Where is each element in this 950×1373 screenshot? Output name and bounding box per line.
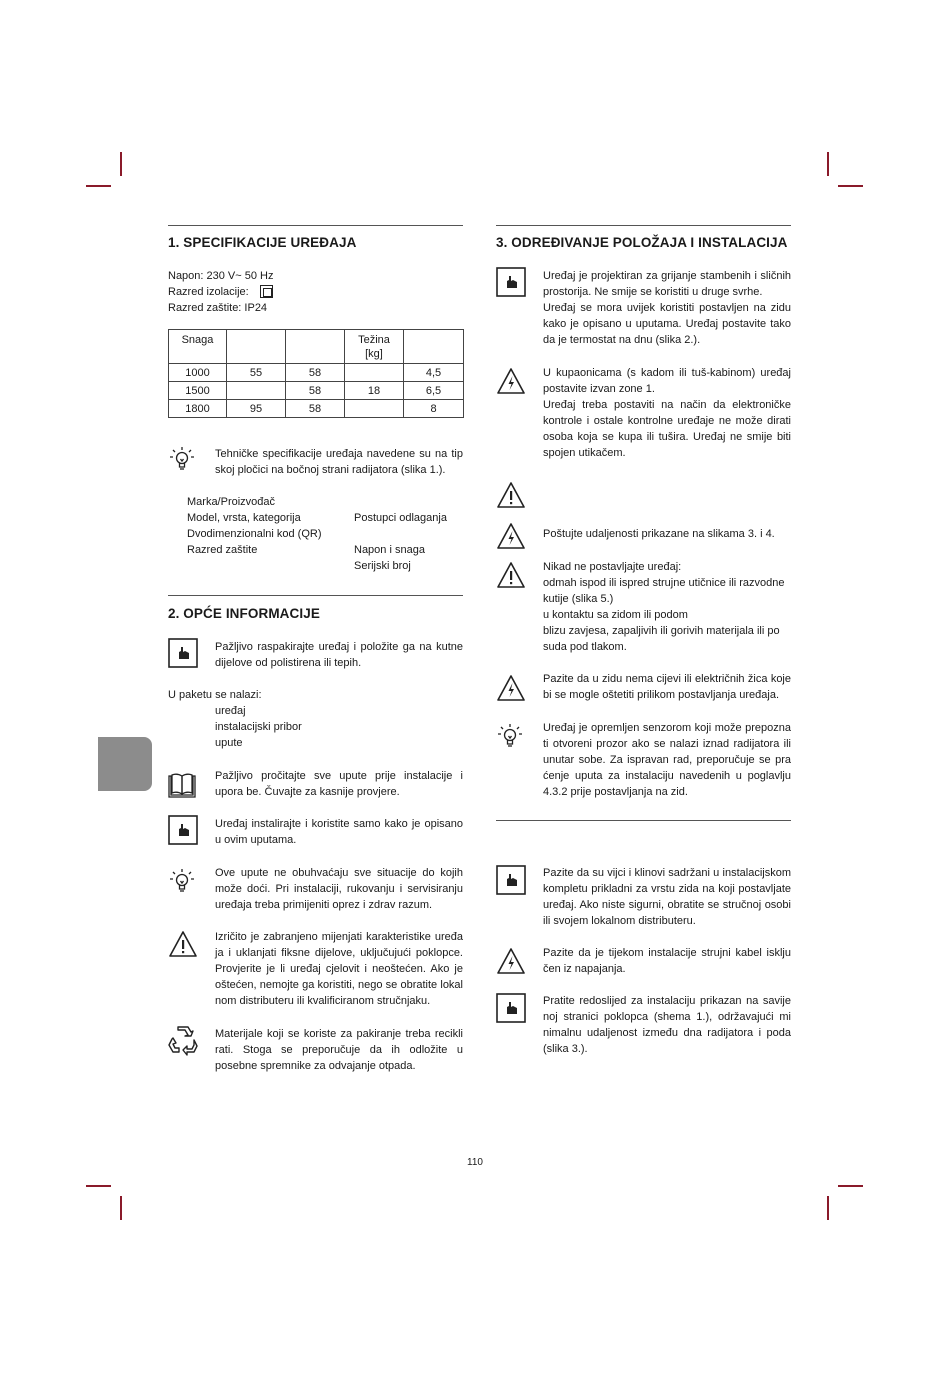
electric-hazard-icon (496, 366, 526, 396)
table-cell (345, 364, 404, 382)
prohibited-text: Izričito je zabranjeno mijenjati karakteristike uređa ja i uklanjati fiksne dijelove, uključujući poklopce. Provjerite je li uređaj cjelovit i neoštećen. Ako je oštećen, nemojte ga koristiti, nego se obratite lokal nom distributeru ili kvalificiranom stručnjaku. (215, 931, 463, 1007)
table-row (169, 382, 464, 400)
table-cell: 58 (286, 364, 345, 382)
list-item: u kontaktu sa zidom ili podom (543, 609, 688, 621)
package-intro: U paketu se nalazi: (168, 689, 262, 701)
label-list-right (354, 510, 464, 574)
section2-title: 2. OPĆE INFORMACIJE (168, 606, 320, 621)
crop-mark (838, 185, 863, 187)
voltage-line: Napon: 230 V~ 50 Hz (168, 270, 274, 282)
label-list-left (187, 494, 352, 558)
warning-icon (168, 929, 198, 959)
bathroom-text: U kupaonicama (s kadom ili tuš-kabinom) uređaj postavite izvan zone 1. Uređaj treba postaviti na način da elektroničke kontrole i ostale kontrolne uređaje ne može dirati osoba koja se kupa ili tušira. Uređaj ne smije biti spojen utikačem. (543, 367, 791, 459)
electric-hazard-icon (496, 521, 526, 551)
list-item: Napon i snaga (354, 544, 425, 556)
class2-icon (260, 285, 273, 298)
never-install-text: Nikad ne postavljajte uređaj: odmah ispod ili ispred strujne utičnice ili razvodne kutije (slika 5.) u kontaktu sa zidom ili podom blizu zavjesa, zapaljivih ili gorivih materijala ili po suda pod tlakom. (543, 559, 791, 655)
table-cell: 1800 (169, 400, 227, 418)
unplug-text: Pazite da je tijekom instalacije strujni kabel isklju čen iz napajanja. (543, 947, 791, 975)
tip-text: Tehničke specifikacije uređaja navedene su na tip skoj pločici na bočnoj strani radijatora (slika 1.). (215, 448, 463, 476)
table-cell: 18 (345, 382, 404, 400)
distance-text: Poštujte udaljenosti prikazane na slikama 3. i 4. (543, 528, 775, 540)
hand-icon (496, 267, 526, 297)
crop-mark (120, 152, 122, 176)
table-cell (404, 330, 464, 364)
crop-mark (827, 152, 829, 176)
table-row (169, 364, 464, 382)
install-text: Uređaj instalirajte i koristite samo kako je opisano u ovim uputama. (215, 818, 463, 846)
table-cell: 1000 (169, 364, 227, 382)
list-item: blizu zavjesa, zapaljivih ili gorivih materijala ili po suda pod tlakom. (543, 625, 780, 653)
hand-icon (496, 993, 526, 1023)
spec-lines (168, 268, 463, 316)
lightbulb-icon (495, 721, 525, 751)
book-icon (167, 770, 197, 800)
screws-text: Pazite da su vijci i klinovi sadržani u instalacijskom kompletu prikladni za vrstu zida na koji postavljate uređaj. Ako niste sigurni, obratite se stručnoj osobi ili svojem lokalnom distributeru. (543, 867, 791, 927)
section1-title: 1. SPECIFIKACIJE UREĐAJA (168, 235, 357, 250)
hand-icon (496, 865, 526, 895)
table-cell: 6,5 (404, 382, 464, 400)
table-cell (286, 330, 345, 364)
table-cell: 58 (286, 400, 345, 418)
wall-pipes-text: Pazite da u zidu nema cijevi ili električnih žica koje bi se mogle oštetiti prilikom postavljanja uređaja. (543, 673, 791, 701)
table-cell (345, 400, 404, 418)
page-number: 110 (467, 1157, 483, 1168)
lightbulb-icon (167, 444, 197, 474)
sensor-text: Uređaj je opremljen senzorom koji može prepozna ti otvoreni prozor ako se nalazi iznad radijatora ili unutar sobe. Za ispravan rad, preporučuje se pra ćenje uputa za instalaciju navedenih u poglavlju 4.3.2 prije postavljanja na zid. (543, 722, 791, 798)
list-item: odmah ispod ili ispred strujne utičnice ili razvodne kutije (slika 5.) (543, 577, 785, 605)
table-header-row (169, 330, 464, 364)
list-item: Serijski broj (354, 560, 411, 572)
table-cell: 95 (227, 400, 286, 418)
spec-table (168, 329, 464, 418)
lightbulb-icon (167, 866, 197, 896)
electric-hazard-icon (496, 946, 526, 976)
table-cell: Snaga (169, 330, 227, 364)
list-item: Dvodimenzionalni kod (QR) (187, 528, 322, 540)
list-item: instalacijski pribor (215, 721, 302, 733)
caution-text: Ove upute ne obuhvaćaju sve situacije do kojih može doći. Pri instalaciji, rukovanju i servisiranju uređaja treba primijeniti oprez i zdrav razum. (215, 867, 463, 911)
crop-mark (86, 185, 111, 187)
hand-icon (168, 638, 198, 668)
section-rule (496, 820, 791, 821)
list-item: Postupci odlaganja (354, 512, 447, 524)
unpack-text: Pažljivo raspakirajte uređaj i položite ga na kutne dijelove od polistirena ili tepih. (215, 641, 463, 669)
section-rule (168, 595, 463, 596)
insulation-line: Razred izolacije: (168, 284, 463, 300)
table-cell: 55 (227, 364, 286, 382)
table-cell: Težina [kg] (345, 330, 404, 364)
list-item: upute (215, 737, 243, 749)
table-cell: 4,5 (404, 364, 464, 382)
crop-mark (838, 1185, 863, 1187)
section-rule (168, 225, 463, 226)
crop-mark (827, 1196, 829, 1220)
list-item: Razred zaštite (187, 544, 258, 556)
chapter-tab (98, 737, 152, 791)
read-instructions-text: Pažljivo pročitajte sve upute prije instalacije i upora be. Čuvajte za kasnije provjere. (215, 770, 463, 798)
purpose-text: Uređaj je projektiran za grijanje stambenih i sličnih prostorija. Ne smije se koristiti u druge svrhe. Uređaj se mora uvijek koristiti postavljen na zidu kako je opisano u uputama. Uređaj postavite tako da je termostat na dnu (slika 2.). (543, 270, 791, 346)
section-rule (496, 225, 791, 226)
list-item: uređaj (215, 705, 246, 717)
crop-mark (120, 1196, 122, 1220)
table-row (169, 400, 464, 418)
electric-hazard-icon (496, 673, 526, 703)
recycle-icon (168, 1026, 198, 1056)
crop-mark (86, 1185, 111, 1187)
sequence-text: Pratite redoslijed za instalaciju prikazan na savije noj stranici poklopca (shema 1.), održavajući mi nimalnu udaljenost između dna radijatora i poda (slika 3.). (543, 995, 791, 1055)
protection-line: Razred zaštite: IP24 (168, 302, 268, 314)
table-cell (227, 382, 286, 400)
package-list (215, 703, 415, 751)
list-item: Model, vrsta, kategorija (187, 512, 301, 524)
list-item: Marka/Proizvođač (187, 496, 276, 508)
table-cell: 8 (404, 400, 464, 418)
warning-icon (496, 480, 526, 510)
warning-icon (496, 560, 526, 590)
table-cell (227, 330, 286, 364)
hand-icon (168, 815, 198, 845)
table-cell: 1500 (169, 382, 227, 400)
section3-title: 3. ODREĐIVANJE POLOŽAJA I INSTALACIJA (496, 235, 788, 250)
recycle-text: Materijale koji se koriste za pakiranje treba recikli rati. Stoga se preporučuje da ih odložite u posebne spremnike za odvajanje otpada. (215, 1028, 463, 1072)
table-cell: 58 (286, 382, 345, 400)
